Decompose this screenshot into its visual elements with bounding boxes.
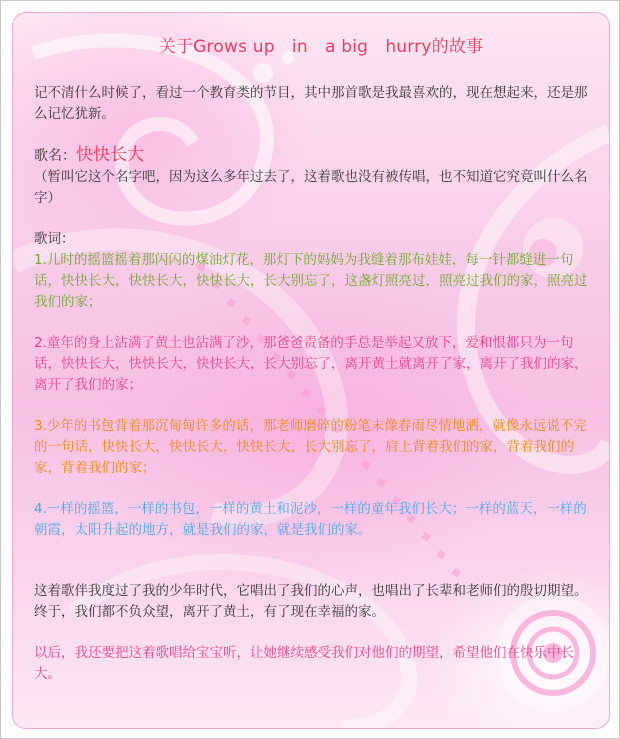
intro-paragraph: 记不清什么时候了，看过一个教育类的节目，其中那首歌是我最喜欢的，现在想起来，还是那么记忆犹新。	[34, 85, 588, 122]
song-label: 歌名：	[34, 148, 76, 164]
song-note: （暂叫它这个名字吧，因为这么多年过去了，这着歌也没有被传唱，也不知道它究竟叫什么名字）	[34, 169, 588, 206]
page-title: 关于Grows up in a big hurry的故事	[158, 37, 484, 57]
outro-paragraph-2: 以后，我还要把这着歌唱给宝宝听，让她继续感受我们对他们的期望，希望他们在快乐中长大。	[34, 645, 574, 682]
lyric-verse-1: 1.儿时的摇篮摇着那闪闪的煤油灯花，那灯下的妈妈为我缝着那布娃娃，每一针都缝进一句话，快快长大，快快长大，快快长大，长大别忘了，这盏灯照亮过，照亮过我们的家，照亮过我们的家；	[34, 252, 588, 310]
outro-paragraph-1: 这着歌伴我度过了我的少年时代，它唱出了我们的心声，也唱出了长辈和老师们的殷切期望。终于，我们都不负众望，离开了黄土，有了现在幸福的家。	[34, 583, 588, 620]
song-title-line	[34, 145, 600, 167]
lyrics-label: 歌词：	[34, 231, 75, 247]
story-content	[34, 35, 600, 685]
spacer	[34, 561, 600, 581]
lyric-verse-3: 3.少年的书包背着那沉甸甸许多的话，那老师磨碎的粉笔末像春雨尽情地洒，就像永远说不完的一句话，快快长大，快快长大，快快长大，长大别忘了，肩上背着我们的家，背着我们的家，背着我们的家；	[34, 418, 587, 476]
song-name: 快快长大	[76, 145, 144, 165]
story-card	[12, 12, 610, 729]
lyric-verse-2: 2.童年的身上沾满了黄土也沾满了沙，那爸爸责备的手总是举起又放下，爱和恨都只为一句话，快快长大，快快长大，快快长大，长大别忘了，离开黄土就离开了家，离开了我们的家，离开了我们的家；	[34, 335, 588, 393]
lyric-verse-4: 4.一样的摇篮，一样的书包，一样的黄土和泥沙，一样的童年我们长大；一样的蓝天，一样的朝霞，太阳升起的地方，就是我们的家，就是我们的家。	[34, 501, 587, 538]
